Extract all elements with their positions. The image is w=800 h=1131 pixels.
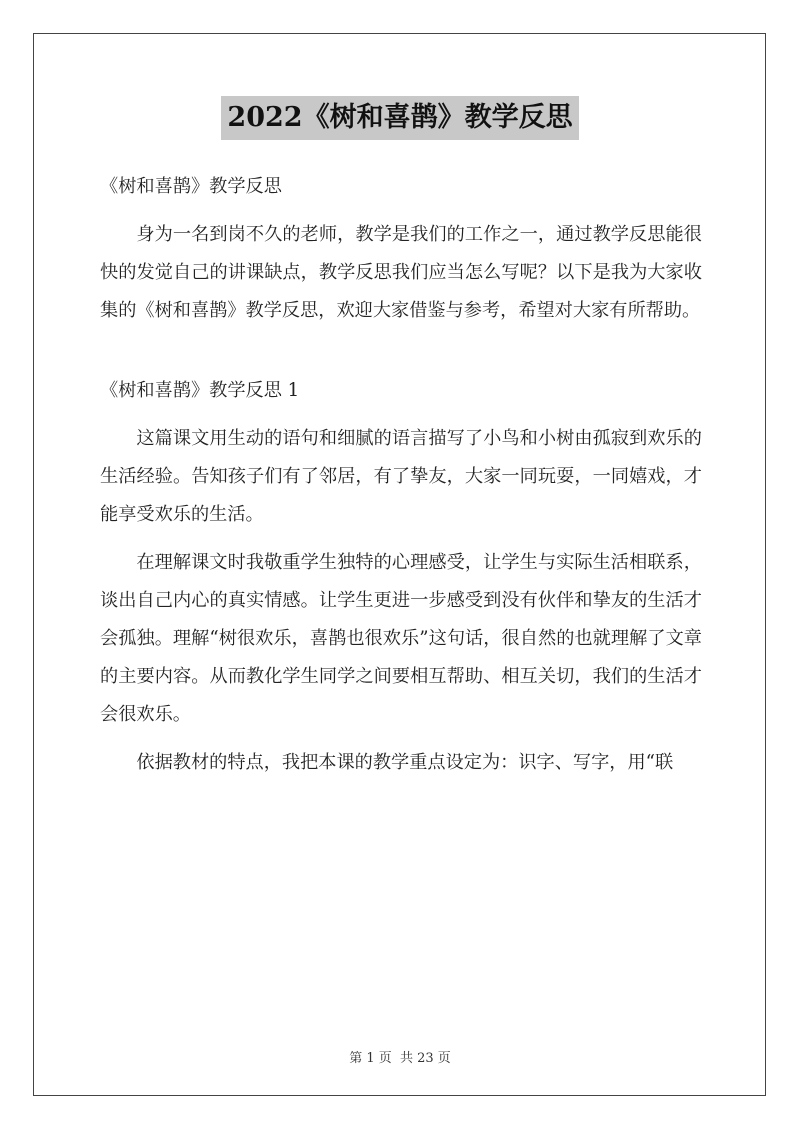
section-heading-intro: 《树和喜鹊》教学反思 bbox=[100, 176, 282, 197]
total-pages: 共 23 页 bbox=[399, 1051, 451, 1066]
title-wrap bbox=[0, 96, 800, 140]
page-footer bbox=[0, 1047, 800, 1066]
paragraph-2: 在理解课文时我敬重学生独特的心理感受，让学生与实际生活相联系，谈出自己内心的真实情感。让学生更进一步感受到没有伙伴和挚友的生活才会孤独。理解“树很欢乐，喜鹊也很欢乐”这句话，很自然的也就理解了文章的主要内容。从而教化学生同学之间要相互帮助、相互关切，我们的生活才会很欢乐。 bbox=[100, 552, 702, 725]
paragraph-1: 这篇课文用生动的语句和细腻的语言描写了小鸟和小树由孤寂到欢乐的生活经验。告知孩子们有了邻居，有了挚友，大家一同玩耍，一同嬉戏，才能享受欢乐的生活。 bbox=[100, 428, 702, 525]
document-body bbox=[100, 168, 702, 782]
page-number: 第 1 页 bbox=[349, 1051, 392, 1066]
intro-paragraph: 身为一名到岗不久的老师，教学是我们的工作之一，通过教学反思能很快的发觉自己的讲课缺点，教学反思我们应当怎么写呢？以下是我为大家收集的《树和喜鹊》教学反思，欢迎大家借鉴与参考，希望对大家有所帮助。 bbox=[100, 224, 702, 321]
document-title: 2022《树和喜鹊》教学反思 bbox=[221, 96, 578, 140]
section-heading-1: 《树和喜鹊》教学反思 1 bbox=[100, 380, 300, 401]
paragraph-3: 依据教材的特点，我把本课的教学重点设定为：识字、写字，用“联 bbox=[136, 752, 674, 773]
